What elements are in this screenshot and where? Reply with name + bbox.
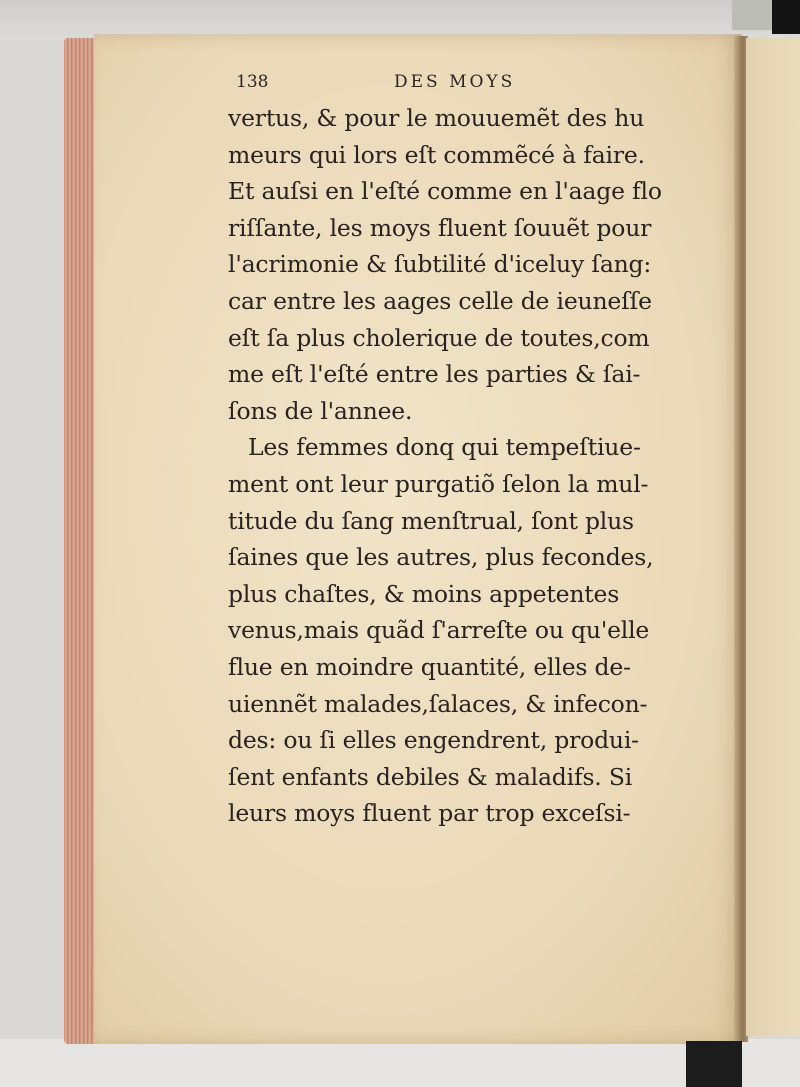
scan-background-bottom xyxy=(0,1039,800,1087)
text-line: meurs qui lors eſt commẽcé à faire. xyxy=(228,140,645,169)
text-line: Les femmes donq qui tempeſtiue- xyxy=(248,433,641,462)
text-line: flue en moindre quantité, elles de- xyxy=(228,652,631,681)
text-line: l'acrimonie & ſubtilité d'iceluy ſang: xyxy=(228,250,652,279)
text-line: des: ou ſi elles engendrent, produi- xyxy=(228,726,639,755)
text-line: ſons de l'annee. xyxy=(228,396,413,425)
text-line: riſſante, les moys fluent ſouuẽt pour xyxy=(228,213,652,242)
text-line: eſt ſa plus cholerique de toutes,com xyxy=(228,323,650,352)
page-header xyxy=(236,70,676,100)
text-line: uiennẽt malades,ſalaces, & infecon- xyxy=(228,689,648,718)
text-line: ment ont leur purgatiõ ſelon la mul- xyxy=(228,469,649,498)
text-line: plus chaſtes, & moins appetentes xyxy=(228,579,620,608)
body-text xyxy=(228,100,678,832)
page-edges-red xyxy=(64,38,98,1044)
text-line: Et auſsi en l'eſté comme en l'aage flo xyxy=(228,177,662,206)
text-line: me eſt l'eſté entre les parties & ſai- xyxy=(228,360,641,389)
page-number: 138 xyxy=(236,72,269,92)
book-clamp-bottom xyxy=(686,1041,742,1087)
book-clamp-light xyxy=(732,0,772,30)
text-line: ſent enfants debiles & maladifs. Si xyxy=(228,762,633,791)
text-line: titude du ſang menſtrual, ſont plus xyxy=(228,506,634,535)
book-clamp-dark xyxy=(772,0,800,34)
text-line: venus,mais quãd ſ'arreſte ou qu'elle xyxy=(228,616,650,645)
text-line: leurs moys fluent par trop exceſsi- xyxy=(228,799,631,828)
running-head: DES MOYS xyxy=(394,72,516,92)
facing-page-edge xyxy=(746,38,800,1036)
text-line: vertus, & pour le mouuemẽt des hu xyxy=(228,104,645,132)
text-line: car entre les aages celle de ieuneſſe xyxy=(228,286,652,315)
text-line: ſaines que les autres, plus fecondes, xyxy=(228,543,654,572)
